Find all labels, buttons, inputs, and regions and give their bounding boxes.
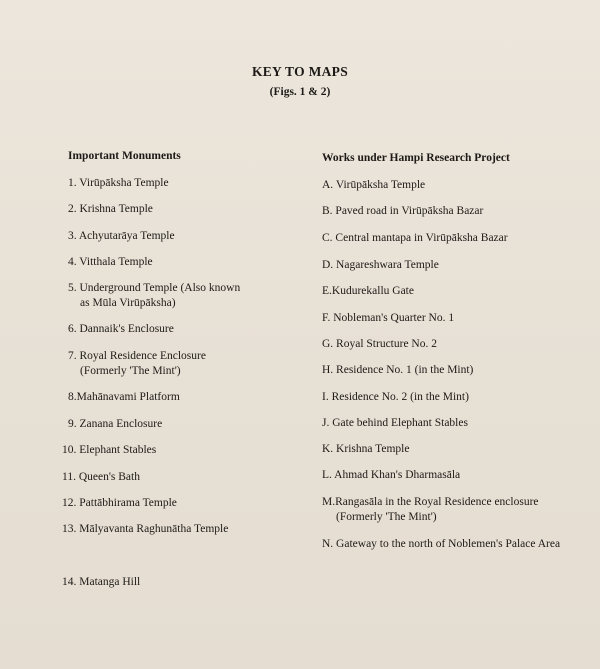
work-item: E.Kudurekallu Gate [322,285,414,297]
left-column-heading: Important Monuments [68,150,181,162]
monument-item: 5. Underground Temple (Also known [68,282,241,294]
work-item: G. Royal Structure No. 2 [322,338,437,350]
monument-item: 2. Krishna Temple [68,203,153,215]
monument-item: 13. Mālyavanta Raghunātha Temple [62,523,229,535]
work-item: M.Rangasāla in the Royal Residence enclosure [322,496,539,508]
work-item: I. Residence No. 2 (in the Mint) [322,391,469,403]
monument-item: 12. Pattābhirama Temple [62,497,177,509]
work-item: K. Krishna Temple [322,443,410,455]
monument-item: 1. Virūpāksha Temple [68,177,169,189]
work-item: J. Gate behind Elephant Stables [322,417,468,429]
work-item: C. Central mantapa in Virūpāksha Bazar [322,232,508,244]
page-title: KEY TO MAPS [251,64,349,79]
page-subtitle: (Figs. 1 & 2) [269,86,331,98]
work-item: L. Ahmad Khan's Dharmasāla [322,469,461,481]
work-item: H. Residence No. 1 (in the Mint) [322,364,474,376]
monument-item: 9. Zanana Enclosure [68,418,163,430]
monument-item: 14. Matanga Hill [62,576,141,588]
monument-item-continuation: (Formerly 'The Mint') [80,365,181,377]
monument-item: 10. Elephant Stables [62,444,157,456]
monument-item-continuation: as Mūla Virūpāksha) [80,297,176,309]
monument-item: 7. Royal Residence Enclosure [68,350,206,362]
monument-item: 8.Mahānavami Platform [68,391,180,403]
work-item: A. Virūpāksha Temple [322,179,426,191]
monument-item: 11. Queen's Bath [62,471,140,483]
right-column-heading: Works under Hampi Research Project [322,152,510,164]
monument-item: 3. Achyutarāya Temple [68,230,175,242]
monument-item: 6. Dannaik's Enclosure [68,323,174,335]
work-item-continuation: (Formerly 'The Mint') [336,511,437,523]
work-item: B. Paved road in Virūpāksha Bazar [322,205,484,217]
work-item: N. Gateway to the north of Noblemen's Palace Area [322,538,561,550]
work-item: D. Nagareshwara Temple [322,259,439,271]
work-item: F. Nobleman's Quarter No. 1 [322,312,455,324]
monument-item: 4. Vitthala Temple [68,256,153,268]
